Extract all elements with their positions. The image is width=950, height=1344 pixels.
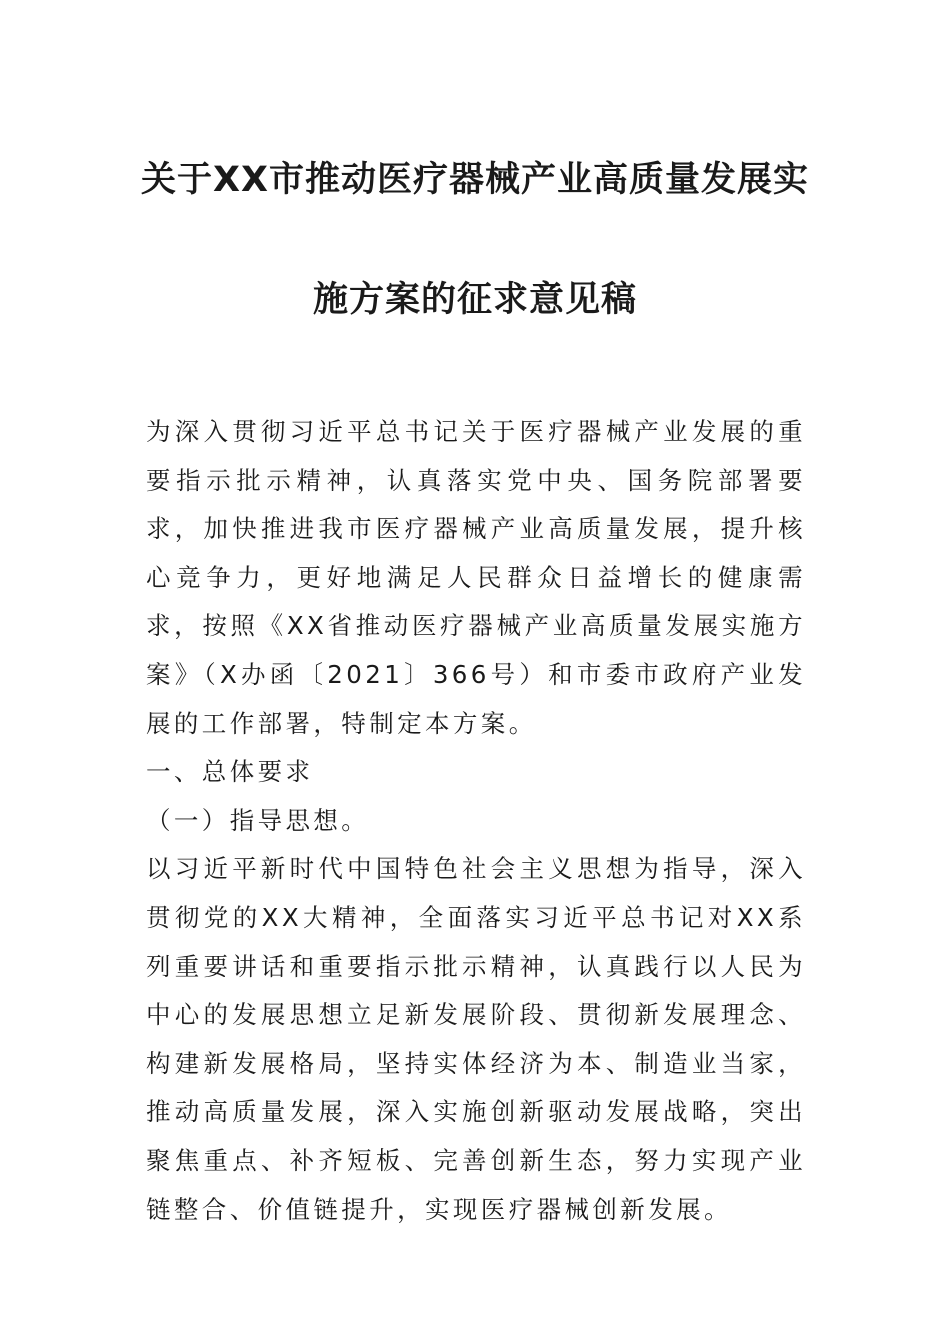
subsection-heading-guiding-ideology: （一）指导思想。: [146, 805, 370, 835]
paragraph-preamble: 为深入贯彻习近平总书记关于医疗器械产业发展的重要指示批示精神，认真落实党中央、国务院部署要求，加快推进我市医疗器械产业高质量发展，提升核心竞争力，更好地满足人民群众日益增长的健康需求，按照《XX省推动医疗器械产业高质量发展实施方案》（X办函〔2021〕366号）和市委市政府产业发展的工作部署，特制定本方案。: [146, 417, 806, 738]
paragraph-guiding-ideology: 以习近平新时代中国特色社会主义思想为指导，深入贯彻党的XX大精神，全面落实习近平总书记对XX系列重要讲话和重要指示批示精神，认真践行以人民为中心的发展思想立足新发展阶段、贯彻新发展理念、构建新发展格局，坚持实体经济为本、制造业当家，推动高质量发展，深入实施创新驱动发展战略，突出聚焦重点、补齐短板、完善创新生态，努力实现产业链整合、价值链提升，实现医疗器械创新发展。: [146, 854, 806, 1224]
section-heading-general-requirements: 一、总体要求: [146, 757, 314, 787]
document-body: [146, 408, 806, 1234]
document-title-line-1: 关于XX市推动医疗器械产业高质量发展实: [141, 160, 809, 200]
document-title-line-2: 施方案的征求意见稿: [312, 280, 637, 320]
